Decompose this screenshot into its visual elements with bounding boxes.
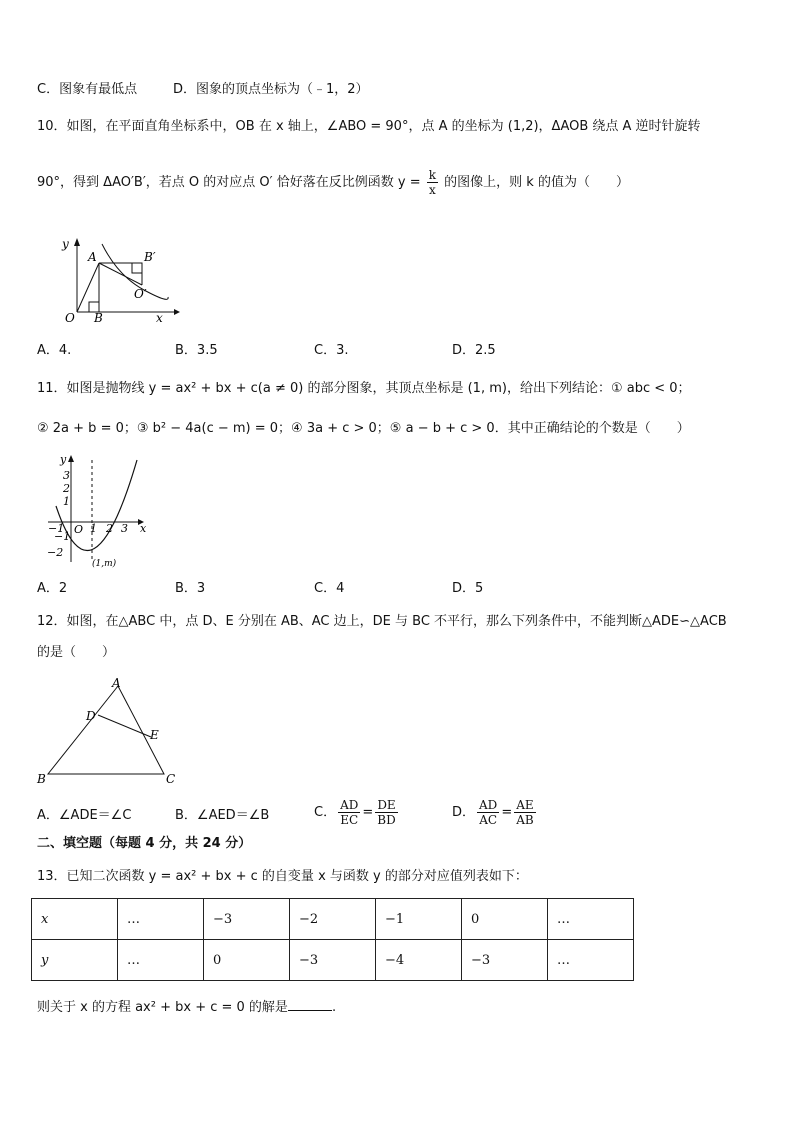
table-cell: −1: [376, 899, 462, 940]
table-cell: …: [548, 899, 634, 940]
q10-option-a[interactable]: A．4.: [37, 343, 72, 358]
table-cell: −3: [290, 940, 376, 981]
frac-num: DE: [375, 798, 397, 813]
q12-label-e: E: [150, 728, 159, 742]
q12-label-d: D: [86, 709, 96, 723]
q9-option-c: C．图象有最低点: [37, 82, 138, 97]
q11-stem-line2: ② 2a + b = 0；③ b² − 4a(c − m) = 0；④ 3a + c > 0；⑤ a − b + c > 0．其中正确结论的个数是（ ）: [37, 421, 690, 436]
q12-option-d-frac2: [514, 798, 535, 827]
q11-tick-y-1: 1: [63, 495, 70, 508]
q10-fraction-k-over-x: [427, 168, 438, 197]
frac-num: AD: [479, 798, 498, 812]
table-cell: 0: [462, 899, 548, 940]
q10-option-b[interactable]: B．3.5: [175, 343, 218, 358]
q13-answer-blank[interactable]: [288, 996, 332, 1011]
table-cell: 0: [204, 940, 290, 981]
q12-option-d-prefix: D．: [452, 805, 476, 820]
q11-tick-x-neg1: −1: [48, 522, 65, 535]
q12-stem-line1: 12．如图，在△ABC 中，点 D、E 分别在 AB、AC 边上，DE 与 BC 不平行，那么下列条件中，不能判断△ADE∽△ACB: [37, 614, 727, 629]
table-cell: …: [548, 940, 634, 981]
q12-label-c: C: [166, 772, 176, 786]
q11-label-y: y: [60, 453, 67, 466]
q10-label-o-prime: O′: [134, 287, 147, 301]
q10-label-b-prime: B′: [144, 250, 156, 264]
frac-num: AD: [340, 798, 359, 812]
table-cell: −3: [462, 940, 548, 981]
q12-label-a: A: [112, 676, 121, 690]
q10-label-o: O: [65, 311, 75, 324]
q11-stem-line1: 11．如图是抛物线 y = ax² + bx + c(a ≠ 0) 的部分图象，其顶点坐标是 (1, m)，给出下列结论：① abc < 0；: [37, 381, 691, 396]
table-row: [32, 899, 634, 940]
q12-figure: [34, 674, 182, 786]
q12-option-c-prefix: C．: [314, 805, 337, 820]
frac-num: AE: [514, 798, 535, 813]
q12-option-d-frac1: [477, 798, 499, 827]
q10-stem-line2a: 90°，得到 ΔAO′B′，若点 O 的对应点 O′ 恰好落在反比例函数 y =: [37, 175, 421, 190]
section-fill-in-title: 二、填空题（每题 4 分，共 24 分）: [37, 836, 252, 851]
q11-tick-y-neg1: −1: [54, 530, 71, 543]
q10-option-d[interactable]: D．2.5: [452, 343, 496, 358]
q11-vertex-label: (1,m): [92, 559, 117, 569]
q10-label-x: x: [156, 311, 163, 324]
q11-tick-x-2: 2: [106, 522, 113, 535]
q10-option-c[interactable]: C．3.: [314, 343, 349, 358]
q12-option-d[interactable]: [452, 798, 538, 827]
q11-figure: [42, 452, 152, 570]
q12-label-b: B: [37, 772, 46, 786]
equals-sign: =: [362, 805, 374, 820]
table-row: [32, 940, 634, 981]
q11-label-o: O: [74, 523, 84, 536]
q12-stem-line2: 的是（ ）: [37, 645, 116, 660]
q11-options: [37, 579, 597, 599]
frac-den: AB: [516, 813, 534, 827]
q10-stem-line2: [37, 168, 629, 197]
q10-label-y: y: [62, 237, 69, 251]
q12-option-c-frac1: [338, 798, 360, 827]
q10-frac-den: x: [428, 183, 436, 197]
q11-tick-x-1: 1: [90, 522, 97, 535]
q10-frac-num: k: [428, 168, 437, 182]
equals-sign: =: [501, 805, 513, 820]
q12-options: [37, 798, 597, 828]
q12-option-c-frac2: [375, 798, 397, 827]
q11-option-a[interactable]: A．2: [37, 581, 68, 596]
q12-option-b[interactable]: B．∠AED＝∠B: [175, 808, 270, 823]
q11-label-x: x: [140, 522, 147, 535]
q11-tick-x-3: 3: [121, 522, 128, 535]
q11-tick-y-3: 3: [63, 469, 70, 482]
table-cell: −2: [290, 899, 376, 940]
q10-options: [37, 341, 597, 361]
q10-stem-line2b: 的图像上，则 k 的值为（ ）: [444, 175, 629, 190]
q11-tick-y-2: 2: [63, 482, 70, 495]
table-cell: −4: [376, 940, 462, 981]
q11-tick-y-neg2: −2: [47, 546, 64, 559]
table-cell: y: [32, 940, 118, 981]
q13-stem-line2a: 则关于 x 的方程 ax² + bx + c = 0 的解是: [37, 1000, 288, 1015]
q10-label-a: A: [88, 250, 97, 264]
q9-option-d: D．图象的顶点坐标为（﹣1，2）: [173, 82, 369, 97]
frac-den: EC: [340, 813, 359, 827]
frac-den: AC: [479, 813, 498, 827]
q13-stem-line2b: .: [331, 1000, 337, 1015]
q12-option-c[interactable]: [314, 798, 400, 827]
q10-label-b: B: [94, 311, 103, 324]
q13-stem-line1: 13．已知二次函数 y = ax² + bx + c 的自变量 x 与函数 y 的部分对应值列表如下：: [37, 869, 528, 884]
q11-option-b[interactable]: B．3: [175, 581, 206, 596]
q11-option-d[interactable]: D．5: [452, 581, 484, 596]
q12-option-a[interactable]: A．∠ADE＝∠C: [37, 808, 132, 823]
table-cell: …: [118, 940, 204, 981]
q13-value-table: [31, 898, 634, 981]
table-cell: −3: [204, 899, 290, 940]
table-cell: x: [32, 899, 118, 940]
q10-figure: [56, 232, 182, 324]
q13-stem-line2: [37, 996, 336, 1018]
q10-stem-line1: 10．如图，在平面直角坐标系中，OB 在 x 轴上，∠ABO = 90°，点 A 的坐标为 (1,2)，ΔAOB 绕点 A 逆时针旋转: [37, 119, 701, 134]
table-cell: …: [118, 899, 204, 940]
frac-den: BD: [377, 813, 396, 827]
q11-option-c[interactable]: C．4: [314, 581, 345, 596]
